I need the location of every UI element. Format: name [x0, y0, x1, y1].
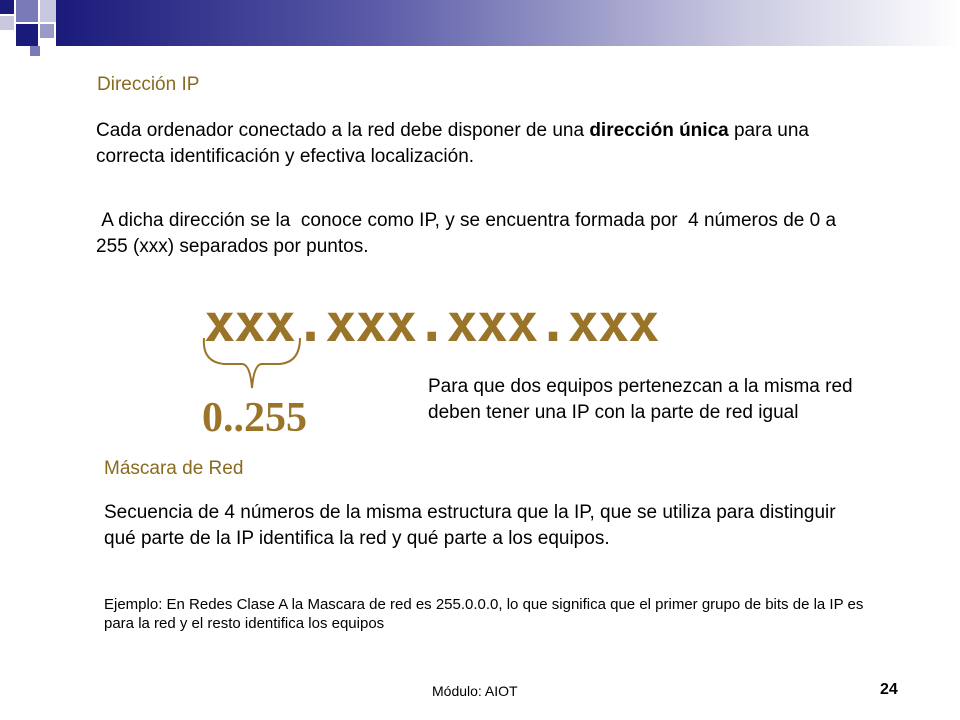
- mask-heading: Máscara de Red: [104, 458, 244, 479]
- header-square: [30, 46, 40, 56]
- ip-heading: Dirección IP: [97, 74, 200, 95]
- same-network-note: Para que dos equipos pertenezcan a la misma red deben tener una IP con la parte de red igual: [428, 376, 853, 423]
- mask-example: Ejemplo: En Redes Clase A la Mascara de red es 255.0.0.0, lo que significa que el primer grupo de bits de la IP es para la red y el resto identifica los equipos: [104, 596, 864, 632]
- octet-range: 0..255: [202, 395, 307, 441]
- header-square: [16, 0, 38, 22]
- ip-pattern: xxx.xxx.xxx.xxx: [204, 294, 659, 354]
- header-square: [0, 0, 14, 14]
- paragraph-text: para una correcta identificación y efectiva localización.: [96, 120, 809, 167]
- paragraph-text: Cada ordenador conectado a la red debe disponer de una: [96, 120, 590, 141]
- header-square: [40, 24, 54, 38]
- paragraph-unique-address: [96, 118, 856, 170]
- emphasis-unique-address: dirección única: [589, 120, 729, 141]
- header-square: [40, 0, 56, 22]
- header-square: [16, 24, 38, 46]
- footer-module: Módulo: AIOT: [432, 683, 518, 699]
- mask-description: Secuencia de 4 números de la misma estructura que la IP, que se utiliza para distinguir qué parte de la IP identifica la red y qué parte a los equipos.: [104, 502, 836, 549]
- header-gradient-bar: [56, 0, 960, 46]
- page-number: 24: [880, 681, 898, 698]
- octet-brace: [198, 336, 308, 392]
- header-square: [0, 16, 14, 30]
- paragraph-ip-format: A dicha dirección se la conoce como IP, y se encuentra formada por 4 números de 0 a 255 (xxx) separados por puntos.: [96, 210, 842, 257]
